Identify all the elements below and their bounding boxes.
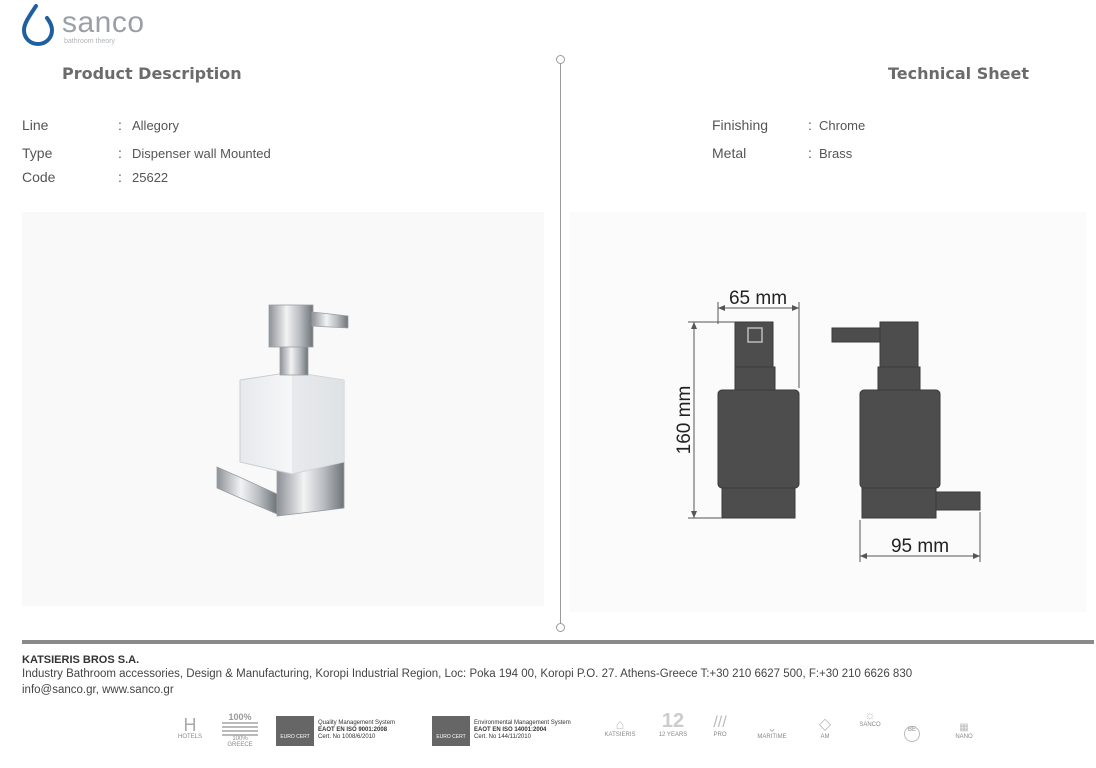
divider-bottom-dot	[556, 623, 565, 632]
company-contact[interactable]: info@sanco.gr, www.sanco.gr	[22, 684, 174, 696]
technical-sheet-title: Technical Sheet	[888, 64, 1029, 83]
side-view-pump	[880, 322, 918, 367]
line-value: Allegory	[132, 118, 179, 133]
years-badge: 12 12 YEARS	[658, 710, 688, 738]
am-badge: ◇ AM	[818, 716, 832, 740]
width-dimension-label: 65 mm	[728, 288, 788, 309]
type-label: Type	[22, 145, 53, 161]
brand-tagline: bathroom theory	[64, 38, 115, 45]
finishing-label: Finishing	[712, 117, 769, 133]
sanco-logo	[20, 2, 150, 48]
dimension-drawing	[570, 212, 1086, 612]
height-dimension-label: 160 mm	[674, 385, 695, 455]
company-name: KATSIERIS BROS S.A.	[22, 654, 140, 666]
code-separator: :	[118, 169, 122, 185]
code-label: Code	[22, 169, 56, 185]
certification-badges	[170, 708, 990, 756]
brand-name: sanco	[62, 6, 145, 39]
front-view-neck	[735, 367, 775, 391]
side-view-body	[860, 390, 940, 488]
front-view-base	[722, 488, 795, 518]
metal-separator: :	[808, 145, 812, 161]
front-view-body	[718, 390, 799, 488]
nano-badge: ▦ NANO	[955, 722, 973, 740]
finishing-separator: :	[808, 117, 812, 133]
metal-label: Metal	[712, 145, 747, 161]
type-value: Dispenser wall Mounted	[132, 146, 271, 161]
code-value: 25622	[132, 170, 169, 185]
footer-rule	[22, 640, 1094, 644]
type-separator: :	[118, 145, 122, 161]
product-description-title: Product Description	[62, 64, 242, 83]
company-address: Industry Bathroom accessories, Design & Manufacturing, Koropi Industrial Region, Loc: Poka 194 00, Koropi P.O. 27. Athens-Greece T:+30 210 6627 500, F:+30 210 6626 830	[22, 668, 913, 680]
vertical-divider	[560, 60, 561, 628]
water-drop-icon	[20, 2, 56, 46]
iso-9001-badge: EURO CERT Quality Management System EAOT EN ISO 9001:2008 Cert. No 1008/6/2010	[276, 716, 416, 748]
line-separator: :	[118, 117, 122, 133]
katsieris-badge: ⌂ KATSIERIS	[604, 716, 636, 738]
depth-dimension-label: 95 mm	[890, 536, 950, 557]
finishing-value: Chrome	[819, 118, 866, 133]
iso-14001-badge: EURO CERT Environmental Management System EAOT EN ISO 14001:2004 Cert. No 144/11/2010	[432, 716, 582, 748]
side-view-spout	[832, 328, 880, 342]
side-view-base	[862, 488, 936, 518]
sanco-badge: ☼ SANCO	[859, 708, 881, 728]
side-view-neck	[878, 367, 920, 391]
greece-badge: 100% 100% GREECE	[222, 712, 258, 748]
side-view-bracket	[936, 492, 980, 510]
product-photo	[22, 212, 544, 606]
technical-drawing	[570, 212, 1086, 612]
hotels-badge: H HOTELS	[177, 715, 202, 740]
pro-badge: /// PRO	[713, 714, 727, 738]
soap-dispenser-illustration	[22, 212, 544, 606]
divider-top-dot	[556, 55, 565, 64]
be-badge: BE	[900, 726, 924, 742]
metal-value: Brass	[819, 146, 853, 161]
maritime-badge: ⌄ MARITIME	[757, 721, 787, 740]
line-label: Line	[22, 117, 49, 133]
